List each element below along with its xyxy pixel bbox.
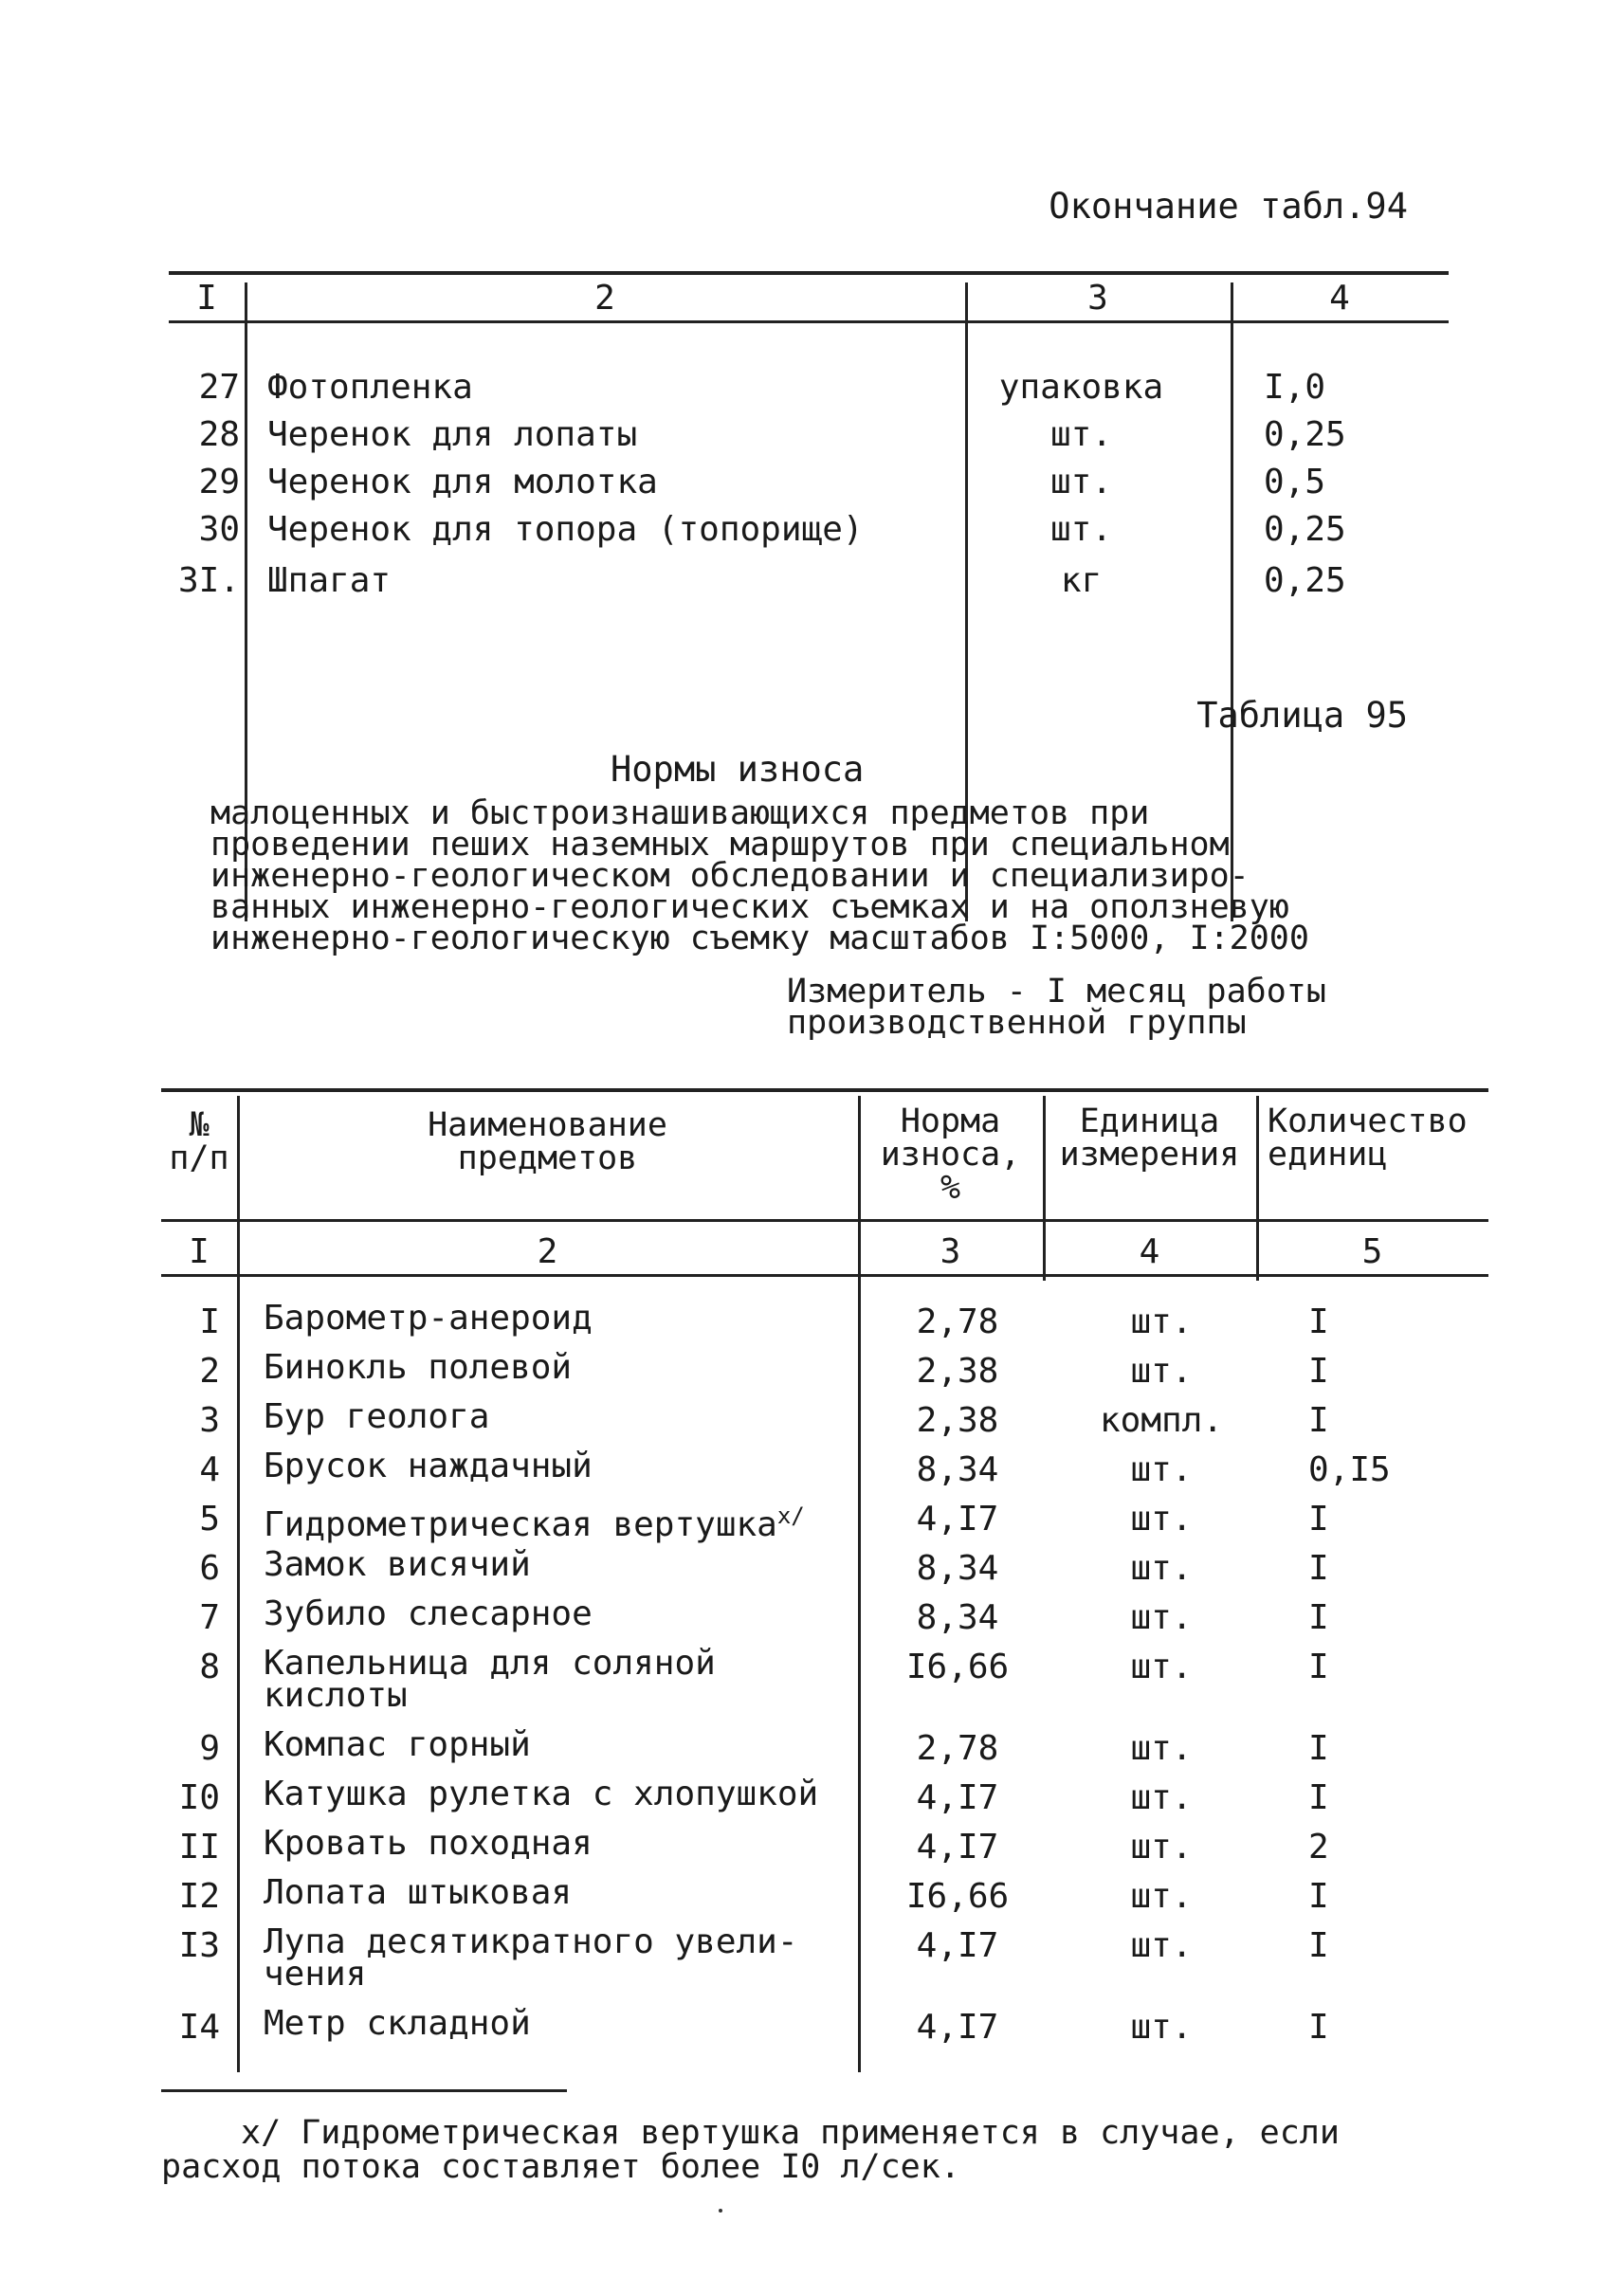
footnote — [161, 2116, 1340, 2184]
item-name: Бур геолога — [264, 1397, 490, 1436]
item-norm: I6,66 — [905, 1648, 1010, 1686]
item-norm: 2,38 — [916, 1401, 999, 1440]
item-quantity: I — [1308, 1877, 1329, 1916]
item-name: Метр складной — [264, 2004, 531, 2043]
measure-note — [787, 973, 1326, 1042]
item-unit: шт. — [1130, 1549, 1193, 1588]
item-quantity: I — [1308, 1926, 1329, 1965]
item-quantity: I — [1308, 1302, 1329, 1341]
item-unit: шт. — [1130, 1877, 1193, 1916]
item-quantity: I — [1308, 1729, 1329, 1768]
row-number: 9 — [199, 1729, 220, 1768]
item-quantity: I — [1308, 1549, 1329, 1588]
item-quantity: 2 — [1308, 1828, 1329, 1867]
item-quantity: I — [1308, 2008, 1329, 2047]
column-number: 3 — [1087, 279, 1108, 318]
item-name: Зубило слесарное — [264, 1594, 593, 1633]
item-name-text: Гидрометрическая вертушка — [264, 1505, 777, 1544]
item-value: I,0 — [1264, 368, 1326, 407]
item-norm: 8,34 — [916, 1450, 999, 1489]
row-number: 8 — [199, 1648, 220, 1686]
table-95-description — [210, 794, 1396, 957]
measure-line: Измеритель - I месяц работы — [787, 973, 1326, 1011]
column-number: 4 — [1329, 279, 1350, 318]
row-number: 2 — [199, 1352, 220, 1391]
row-number: 29 — [198, 463, 240, 501]
header-name: Наименование предметов — [428, 1106, 667, 1177]
item-unit: шт. — [1049, 463, 1113, 501]
item-norm: 4,I7 — [916, 1500, 999, 1539]
item-quantity: I — [1308, 1598, 1329, 1637]
item-unit: компл. — [1099, 1401, 1224, 1440]
item-quantity: 0,I5 — [1308, 1450, 1391, 1489]
row-number: 6 — [199, 1549, 220, 1588]
row-number: I0 — [178, 1778, 220, 1817]
item-unit: шт. — [1130, 1778, 1193, 1817]
footnote-rule — [161, 2089, 567, 2092]
item-norm: 4,I7 — [916, 1778, 999, 1817]
column-number: I — [189, 1232, 210, 1271]
item-value: 0,25 — [1264, 510, 1346, 549]
header-quantity: Количество единиц — [1268, 1102, 1468, 1174]
item-quantity: I — [1308, 1778, 1329, 1817]
column-number: 2 — [594, 279, 615, 318]
column-number: 4 — [1139, 1232, 1160, 1271]
row-number: 28 — [198, 415, 240, 454]
table-row — [169, 415, 1449, 463]
header-number: № п/п — [169, 1106, 229, 1177]
column-number: 2 — [537, 1232, 558, 1271]
item-name: Черенок для топора (топорище) — [267, 510, 864, 549]
row-number: I — [199, 1302, 220, 1341]
item-norm: 8,34 — [916, 1598, 999, 1637]
page-speck — [719, 2209, 722, 2213]
item-name: Лопата штыковая — [264, 1873, 573, 1912]
description-line: малоценных и быстроизнашивающихся предметов при — [210, 794, 1150, 832]
item-name: Капельница для соляной кислоты — [264, 1644, 716, 1715]
item-unit: шт. — [1130, 1828, 1193, 1867]
item-norm: 2,78 — [916, 1729, 999, 1768]
item-unit: шт. — [1130, 1729, 1193, 1768]
item-name: Бинокль полевой — [264, 1348, 573, 1387]
row-number: 27 — [198, 368, 240, 407]
column-number: I — [196, 279, 217, 318]
item-name: Лупа десятикратного увели- чения — [264, 1922, 798, 1994]
column-number: 3 — [940, 1232, 961, 1271]
item-norm: I6,66 — [905, 1877, 1010, 1916]
item-value: 0,5 — [1264, 463, 1326, 501]
row-number: 3I. — [177, 561, 240, 600]
table-row — [169, 463, 1449, 510]
table-95-label: Таблица 95 — [1196, 695, 1408, 736]
item-norm: 4,I7 — [916, 1828, 999, 1867]
item-value: 0,25 — [1264, 561, 1346, 600]
item-unit: шт. — [1130, 1500, 1193, 1539]
item-quantity: I — [1308, 1401, 1329, 1440]
row-number: 3 — [199, 1401, 220, 1440]
item-name: Катушка рулетка с хлопушкой — [264, 1775, 819, 1813]
table-header-rule — [161, 1219, 1488, 1222]
item-name: Барометр-анероид — [264, 1299, 593, 1338]
row-number: I4 — [178, 2008, 220, 2047]
item-name: Фотопленка — [267, 368, 473, 407]
item-unit: шт. — [1049, 415, 1113, 454]
table-row — [169, 561, 1449, 609]
table-row — [169, 510, 1449, 557]
item-name: Кровать походная — [264, 1824, 593, 1863]
table-numbers-rule — [161, 1274, 1488, 1277]
item-name: Компас горный — [264, 1725, 531, 1764]
row-number: II — [178, 1828, 220, 1867]
footnote-line: х/ Гидрометрическая вертушка применяется в случае, если — [241, 2114, 1340, 2152]
table-top-rule — [161, 1088, 1488, 1092]
table-95-title: Нормы износа — [611, 749, 865, 790]
item-unit: кг — [1060, 561, 1103, 600]
column-number: 5 — [1361, 1232, 1383, 1271]
item-unit: упаковка — [998, 368, 1164, 407]
description-line: инженерно-геологическом обследовании и специализиро- — [210, 857, 1250, 895]
item-norm: 4,I7 — [916, 1926, 999, 1965]
row-number: 7 — [199, 1598, 220, 1637]
item-unit: шт. — [1130, 1302, 1193, 1341]
row-number: I3 — [178, 1926, 220, 1965]
row-number: 5 — [199, 1500, 220, 1539]
item-unit: шт. — [1049, 510, 1113, 549]
header-norm: Норма износа, % — [880, 1102, 1021, 1207]
item-unit: шт. — [1130, 1450, 1193, 1489]
item-quantity: I — [1308, 1648, 1329, 1686]
description-line: проведении пеших наземных маршрутов при специальном — [210, 826, 1230, 864]
item-unit: шт. — [1130, 1648, 1193, 1686]
table-header-rule — [169, 320, 1449, 323]
row-number: 30 — [198, 510, 240, 549]
item-name: Черенок для молотка — [267, 463, 658, 501]
row-number: I2 — [178, 1877, 220, 1916]
continuation-title: Окончание табл.94 — [1049, 186, 1408, 227]
item-unit: шт. — [1130, 2008, 1193, 2047]
item-norm: 4,I7 — [916, 2008, 999, 2047]
item-value: 0,25 — [1264, 415, 1346, 454]
description-line: инженерно-геологическую съемку масштабов I:5000, I:2000 — [210, 920, 1309, 957]
item-unit: шт. — [1130, 1352, 1193, 1391]
row-number: 4 — [199, 1450, 220, 1489]
item-norm: 8,34 — [916, 1549, 999, 1588]
item-unit: шт. — [1130, 1598, 1193, 1637]
item-quantity: I — [1308, 1352, 1329, 1391]
footnote-mark: х/ — [776, 1503, 805, 1529]
item-name: Черенок для лопаты — [267, 415, 638, 454]
measure-line: производственной группы — [787, 1004, 1247, 1042]
header-unit: Единица измерения — [1059, 1102, 1240, 1174]
table-row — [169, 368, 1449, 415]
item-norm: 2,78 — [916, 1302, 999, 1341]
table-top-rule — [169, 271, 1449, 275]
item-name — [264, 1500, 870, 1544]
item-name: Шпагат — [267, 561, 392, 600]
item-name: Замок висячий — [264, 1545, 531, 1584]
item-norm: 2,38 — [916, 1352, 999, 1391]
item-name: Брусок наждачный — [264, 1447, 593, 1485]
footnote-line: расход потока составляет более I0 л/сек. — [161, 2148, 960, 2186]
item-unit: шт. — [1130, 1926, 1193, 1965]
item-quantity: I — [1308, 1500, 1329, 1539]
description-line: ванных инженерно-геологических съемках и на оползневую — [210, 888, 1289, 926]
